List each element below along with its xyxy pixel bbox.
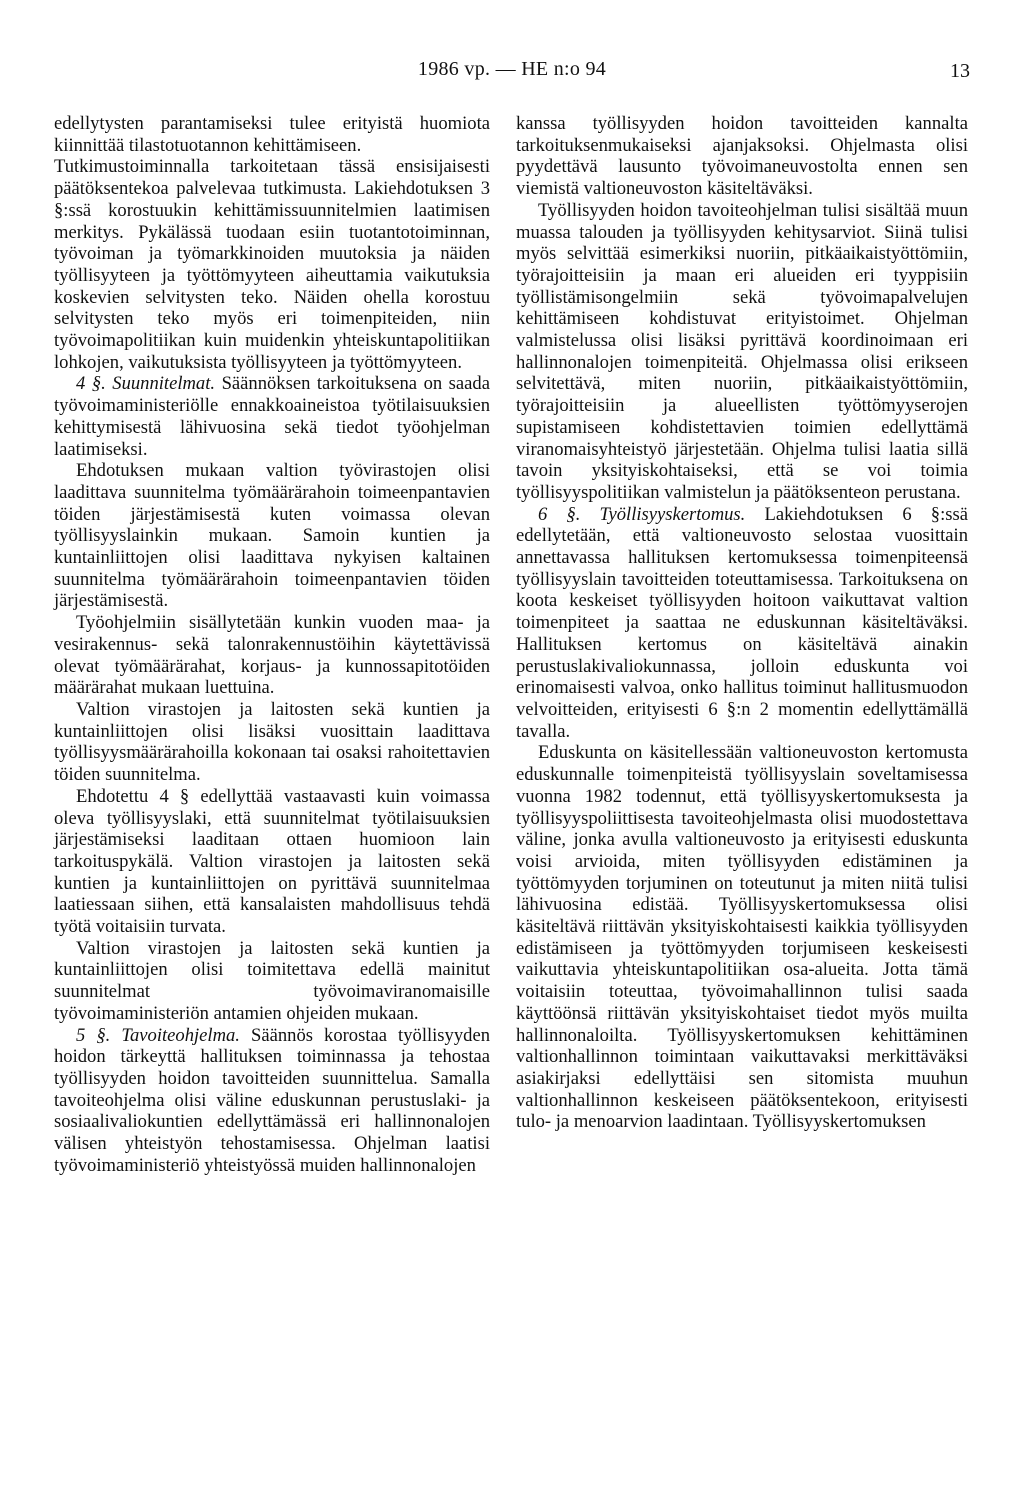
section-heading: 5 §. Tavoiteohjelma. <box>76 1024 240 1046</box>
right-text-column <box>516 113 968 1133</box>
paragraph <box>54 612 490 699</box>
paragraph <box>54 938 490 1025</box>
paragraph-text: Työohjelmiin sisällytetään kunkin vuoden maa- ja vesirakennus- sekä talonrakennustöihin käytettävissä olevat työmäärärahat, korjaus- ja kunnossapitotöiden määrärahat mukaan luettuina. <box>54 612 490 699</box>
left-text-column <box>54 113 490 1176</box>
paragraph-text: Työllisyyden hoidon tavoiteohjelman tulisi sisältää muun muassa talouden ja työllisyyden kehitysarviot. Siinä tulisi myös selvittää esimerkiksi nuoriin, pitkäaikaistyöttömiin, työrajoitteisiin ja maan eri alueiden eri tyyppisiin työllistämisongelmiin sekä työvoimapalvelujen kehittämiseen kohdistuvat erityistoimet. Ohjelman valmistelussa olisi lisäksi pyrittävä koordinoimaan eri hallinnonalojen toimenpiteitä. Ohjelmassa olisi erikseen selvitettävä, miten nuoriin, pitkäaikaistyöttömiin, työrajoitteisiin ja alueellisten työttömyyserojen supistamiseen kohdistettavien toimien edellyttämä viranomaisyhteistyö järjestetään. Ohjelma tulisi laatia sillä tavoin yksityiskohtaiseksi, että se voi toimia työllisyyspolitiikan valmistelun ja päätöksenteon perustana. <box>516 199 968 503</box>
paragraph-text: edellytysten parantamiseksi tulee erityistä huomiota kiinnittää tilastotuotannon kehittämiseen. <box>54 113 490 156</box>
paragraph <box>516 504 968 743</box>
section-heading: 4 §. Suunnitelmat. <box>76 373 216 395</box>
paragraph-text: Valtion virastojen ja laitosten sekä kuntien ja kuntainliittojen olisi lisäksi vuosittain laadittava työllisyysmäärärahoilla kokonaan tai osaksi rahoitettavien töiden suunnitelma. <box>54 698 490 786</box>
paragraph <box>54 460 490 612</box>
paragraph-text: Ehdotuksen mukaan valtion työvirastojen olisi laadittava suunnitelma työmäärärahoin toimeenpantavien töiden järjestämisestä kuten voimassa olevan työllisyyslainkin mukaan. Samoin kuntien ja kuntainliittojen olisi laadittava nykyisen kaltainen suunnitelma työmäärärahoin toimeenpantavien töiden järjestämisestä. <box>54 460 490 612</box>
page-header <box>0 58 1024 88</box>
paragraph-text: Säännös korostaa työllisyyden hoidon tärkeyttä hallituksen toiminnassa ja tehostaa työllisyyden hoidon tavoitteiden suunnittelua. Samalla tavoiteohjelma olisi väline eduskunnan perustuslaki- ja sosiaalivaliokuntien edellyttämässä eri hallinnonalojen välisen yhteistyön tehostamisessa. Ohjelman laatisi työvoimaministeriö yhteistyössä muiden hallinnonalojen <box>54 1024 490 1176</box>
paragraph <box>54 786 490 938</box>
paragraph <box>516 113 968 200</box>
paragraph <box>54 373 490 460</box>
paragraph <box>54 1025 490 1177</box>
paragraph <box>54 699 490 786</box>
paragraph <box>54 113 490 156</box>
page-number: 13 <box>950 60 970 82</box>
paragraph <box>54 156 490 373</box>
paragraph <box>516 742 968 1133</box>
paragraph-text: Säännöksen tarkoituksena on saada työvoimaministeriölle ennakkoaineistoa työtilaisuuksien kehittymisestä lähivuosina sekä tiedot työohjelman laatimiseksi. <box>54 373 490 460</box>
section-heading: 6 §. Työllisyyskertomus. <box>538 503 746 525</box>
running-head: 1986 vp. — HE n:o 94 <box>417 58 607 80</box>
paragraph-text: Ehdotettu 4 § edellyttää vastaavasti kuin voimassa oleva työllisyyslaki, että suunnitelmat työtilaisuuksien järjestämiseksi laaditaan ottaen huomioon lain tarkoituspykälä. Valtion virastojen ja laitosten sekä kuntien ja kuntainliittojen on pyrittävä suunnitelmaa laatiessaan siihen, että kansalaisten mahdollisuus tehdä työtä voitaisiin turvata. <box>54 785 490 938</box>
paragraph-text: kanssa työllisyyden hoidon tavoitteiden kannalta tarkoituksenmukaiseksi ajanjaksoksi. Ohjelmasta olisi pyydettävä lausunto työvoimaneuvostolta ennen sen viemistä valtioneuvoston käsiteltäväksi. <box>516 113 968 200</box>
paragraph-text: Valtion virastojen ja laitosten sekä kuntien ja kuntainliittojen olisi toimitettava edellä mainitut suunnitelmat työvoimaviranomaisille työvoimaministeriön antamien ohjeiden mukaan. <box>54 937 490 1024</box>
paragraph-text: Tutkimustoiminnalla tarkoitetaan tässä ensisijaisesti päätöksentekoa palvelevaa tutkimusta. Lakiehdotuksen 3 §:ssä korostuukin kehittämissuunnitelmien laatimisen merkitys. Pykälässä tuodaan esiin tuotantotoiminnan, työvoiman ja työmarkkinoiden muutoksia ja näiden työllisyyteen ja työttömyyteen aiheuttamia vaikutuksia koskevien selvitysten teko. Näiden ohella korostuu selvitysten teko myös eri toimenpiteiden, niin työvoimapolitiikan kuin muidenkin yhteiskuntapolitiikan lohkojen, vaikutuksista työllisyyteen ja työttömyyteen. <box>54 156 490 373</box>
paragraph <box>516 200 968 504</box>
paragraph-text: Lakiehdotuksen 6 §:ssä edellytetään, että valtioneuvosto selostaa vuosittain annettavassa hallituksen kertomuksessa toimenpiteensä työllisyyslain tavoitteiden toteuttamisessa. Tarkoituksena on koota keskeiset työllisyyden hoitoon vaikuttavat valtion toimenpiteet ja saattaa ne eduskunnan käsiteltäväksi. Hallituksen kertomus on käsiteltävä ainakin perustuslakivaliokunnassa, jolloin eduskunta voi erinomaisesti valvoa, onko hallitus toiminut hallitusmuodon velvoitteiden, erityisesti 6 §:n 2 momentin edellyttämällä tavalla. <box>516 503 968 742</box>
paragraph-text: Eduskunta on käsitellessään valtioneuvoston kertomusta eduskunnalle toimenpiteistä työllisyyslain soveltamisessa vuonna 1982 todennut, että työllisyyskertomuksesta ja työllisyyspoliittisesta tavoiteohjelmasta olisi muodostettava väline, jonka avulla valtioneuvosto ja erityisesti eduskunta voisi arvioida, miten työllisyyden edistäminen ja työttömyyden torjuminen on toteutunut ja miten niitä tulisi lähivuosina edistää. Työllisyyskertomuksessa olisi käsiteltävä riittävän yksityiskohtaisesti kaikkia työllisyyden edistämiseen ja työttömyyden torjumiseen keskeisesti vaikuttavia yhteiskuntapolitiikan osa-alueita. Jotta tämä voitaisiin toteuttaa, työvoimahallinnon tulisi saada käyttöönsä riittävän yksityiskohtaiset tiedot myös muilta hallinnonaloilta. Työllisyyskertomuksen kehittäminen valtionhallinnon toimintaan vaikuttavaksi merkittäväksi asiakirjaksi edellyttäisi sen sitomista muuhun valtionhallinnon keskeiseen päätöksentekoon, erityisesti tulo- ja menoarvion laadintaan. Työllisyyskertomuksen <box>516 742 968 1133</box>
